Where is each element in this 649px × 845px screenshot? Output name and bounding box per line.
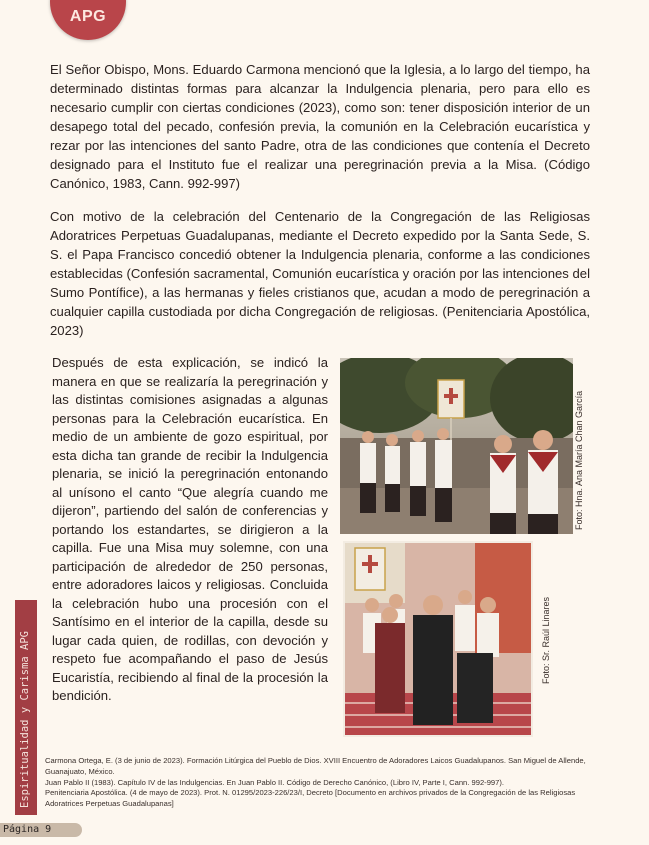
reference-item: Penitenciaria Apostólica. (4 de mayo de 2023). Prot. N. 01295/2023-226/23/I, Decreto [Documento en archivos privados de la Congregación de las Religiosas Adoratrices Perpetuas Guadalupanas] xyxy=(45,788,576,809)
reference-item: Juan Pablo II (1983). Capítulo IV de las Indulgencias. En Juan Pablo II. Código de Derecho Canónico, (Libro IV, Parte I, Cann. 992-997). xyxy=(45,777,505,787)
logo-text: APG xyxy=(69,8,107,25)
paragraph-indulgence-conditions: El Señor Obispo, Mons. Eduardo Carmona mencionó que la Iglesia, a lo largo del tiempo, ha determinado distintas formas para alcanzar la Indulgencia plenaria, pero para ello es necesario cumplir con ciertas condiciones (2023), como son: tener disposición interior de un desapego total del pecado, confesión previa, la comunión en la Celebración eucarística y rezar por las intenciones del santo Padre, otra de las condiciones que contenía el Decreto designado para el Instituto fue el realizar una peregrinación previa a la Misa. (Código Canónico, 1983, Cann. 992-997) xyxy=(50,62,590,191)
section-side-band xyxy=(15,600,37,815)
page-number-tab xyxy=(0,823,82,837)
section-label: Espiritualidad y Carisma APG xyxy=(19,630,31,808)
page-number: Página 9 xyxy=(3,824,52,835)
apg-logo xyxy=(50,0,126,40)
reference-item: Carmona Ortega, E. (3 de junio de 2023). Formación Litúrgica del Pueblo de Dios. XVIII Encuentro de Adoradores Laicos Guadalupanos. San Miguel de Allende, Guanajuato, México. xyxy=(45,756,586,776)
paragraph-pilgrimage: Después de esta explicación, se indicó la manera en que se realizaría la peregrinación y las distintas comisiones asignadas a algunas personas para la Celebración eucarística. En medio de un ambiente de gozo espiritual, por esta dicha tan grande de recibir la Indulgencia plenaria, se inició la peregrinación entonando al unísono el canto “Que alegría cuando me dijeron”, partiendo del salón de conferencias y portando los estandartes, se dirigieron a la capilla. Fue una Misa muy solemne, con una participación de alrededor de 250 personas, entre adoradores laicos y religiosas. Concluida la celebración hubo una procesión con el Santísimo en el interior de la capilla, desde su lugar cada quien, de rodillas, con devoción y respeto fue acompañando el paso de Jesús Eucaristía, recibiendo al final de la procesión la bendición. xyxy=(52,355,328,703)
procession-photo xyxy=(340,358,573,534)
references xyxy=(45,756,615,810)
paragraph-centenary-decree: Con motivo de la celebración del Centenario de la Congregación de las Religiosas Adoratrices Perpetuas Guadalupanas, mediante el Decreto expedido por la Santa Sede, S. S. el Papa Francisco concedió obtener la Indulgencia plenaria, conforme a las condiciones establecidas (Confesión sacramental, Comunión eucarística y oración por las intenciones del Sumo Pontífice), a las hermanas y fieles cristianos que, acudan a modo de peregrinación a cualquier capilla custodiada por dicha Congregación de religiosas. (Penitenciaria Apostólica, 2023) xyxy=(50,209,590,338)
group-photo xyxy=(343,541,533,737)
photo-credit-1: Foto: Hna. Ana María Chan García xyxy=(574,390,584,530)
photo-credit-2: Foto: Sr. Raúl Linares xyxy=(541,596,551,684)
